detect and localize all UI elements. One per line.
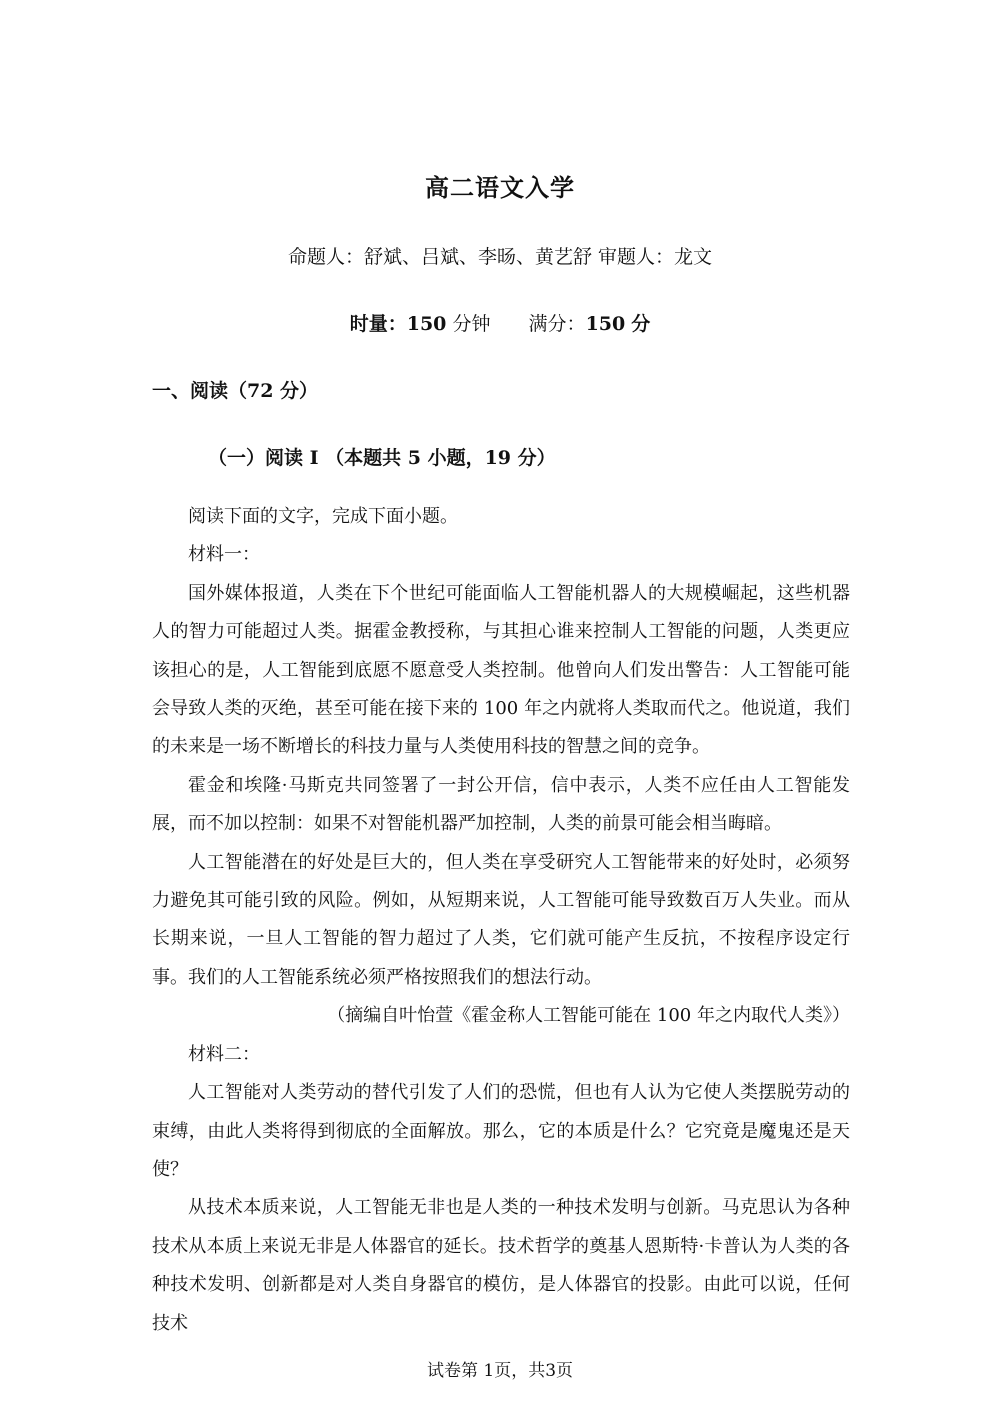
material1-label: 材料一： [188, 544, 260, 566]
material1-paragraph-1: 国外媒体报道，人类在下个世纪可能面临人工智能机器人的大规模崛起，这些机器人的智力可能超过人类。据霍金教授称，与其担心谁来控制人工智能的问题，人类更应该担心的是，人工智能到底愿不愿意受人类控制。他曾向人们发出警告：人工智能可能会导致人类的灭绝，甚至可能在接下来的 100 年之内就将人类取而代之。他说道，我们的未来是一场不断增长的科技力量与人类使用科技的智慧之间的竞争。 [152, 582, 850, 758]
time-unit: 分钟 [452, 313, 491, 335]
material1-paragraph-2: 霍金和埃隆·马斯克共同签署了一封公开信，信中表示，人类不应任由人工智能发展，而不加以控制：如果不对智能机器严加控制，人类的前景可能会相当晦暗。 [152, 774, 850, 835]
exam-authors: 命题人：舒斌、吕斌、李旸、黄艺舒 审题人：龙文 [287, 246, 713, 268]
material1-source: （摘编自叶怡萱《霍金称人工智能可能在 100 年之内取代人类》） [327, 1005, 850, 1027]
material2-paragraph-2: 从技术本质来说，人工智能无非也是人类的一种技术发明与创新。马克思认为各种技术从本质上来说无非是人体器官的延长。技术哲学的奠基人恩斯特·卡普认为人类的各种技术发明、创新都是对人类自身器官的模仿，是人体器官的投影。由此可以说，任何技术 [152, 1197, 850, 1334]
instruction-text: 阅读下面的文字，完成下面小题。 [188, 506, 458, 527]
reading-passage [152, 498, 850, 1343]
material1-paragraph-3: 人工智能潜在的好处是巨大的，但人类在享受研究人工智能带来的好处时，必须努力避免其可能引致的风险。例如，从短期来说，人工智能可能导致数百万人失业。而从长期来说，一旦人工智能的智力超过了人类，它们就可能产生反抗，不按程序设定行事。我们的人工智能系统必须严格按照我们的想法行动。 [152, 851, 850, 988]
time-label: 时量： [349, 313, 407, 335]
exam-title: 高二语文入学 [425, 174, 575, 202]
score-unit: 分 [631, 313, 651, 335]
section-heading: 一、阅读（72 分） [152, 380, 319, 402]
page-footer: 试卷第 1页，共3页 [426, 1361, 574, 1381]
score-value: 150 [585, 313, 626, 335]
material2-paragraph-1: 人工智能对人类劳动的替代引发了人们的恐慌，但也有人认为它使人类摆脱劳动的束缚，由此人类将得到彻底的全面解放。那么，它的本质是什么？它究竟是魔鬼还是天使？ [152, 1082, 850, 1180]
exam-timing [0, 309, 1000, 336]
score-label: 满分： [528, 313, 586, 335]
time-value: 150 [406, 313, 447, 335]
subsection-heading: （一）阅读 I （本题共 5 小题，19 分） [208, 447, 556, 469]
material2-label: 材料二： [188, 1043, 260, 1065]
